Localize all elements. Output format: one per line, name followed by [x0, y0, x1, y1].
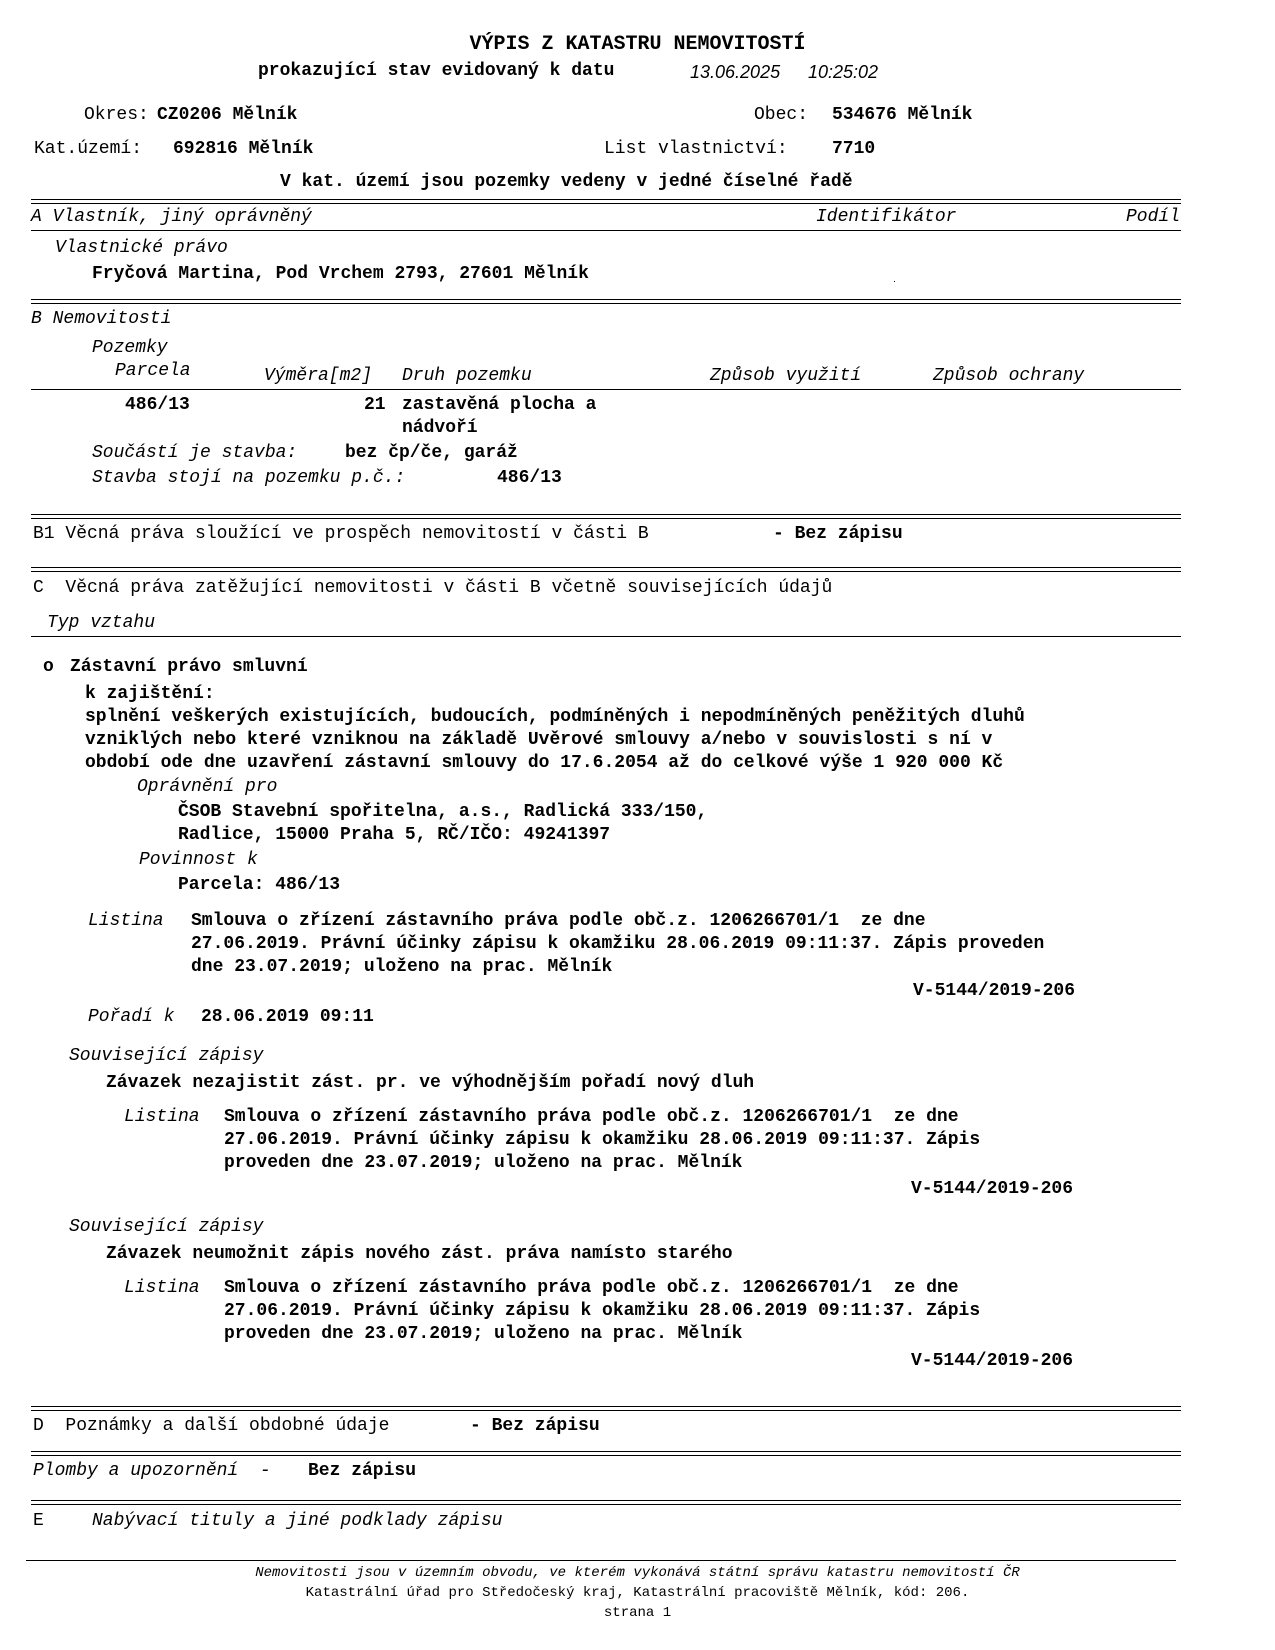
section-b1-value: - Bez zápisu	[773, 524, 903, 544]
col-land-type: Druh pozemku	[402, 366, 532, 386]
related-text: Závazek neumožnit zápis nového zást. práva namísto starého	[106, 1244, 733, 1264]
parcel-type-line1: zastavěná plocha a	[402, 395, 597, 415]
section-e-heading: Nabývací tituly a jiné podklady zápisu	[92, 1511, 503, 1531]
parcel-number: 486/13	[125, 395, 190, 415]
divider	[31, 1451, 1181, 1456]
secure-line1: splnění veškerých existujících, budoucích, podmíněných i nepodmíněných peněžitých dluhů	[85, 707, 1025, 727]
deed-label: Listina	[88, 911, 164, 931]
footer-line2: Katastrální úřad pro Středočeský kraj, Katastrální pracoviště Mělník, kód: 206.	[305, 1585, 970, 1601]
section-b-heading: B Nemovitosti	[31, 309, 172, 329]
secure-line2: vzniklých nebo které vzniknou na základě Uvěrové smlouvy a/nebo v souvislosti s ní v	[85, 730, 993, 750]
divider	[31, 299, 1181, 304]
divider	[31, 636, 1181, 637]
divider	[31, 230, 1181, 231]
related-text: Závazek nezajistit zást. pr. ve výhodnějším pořadí nový dluh	[106, 1073, 755, 1093]
order-value: 28.06.2019 09:11	[201, 1007, 374, 1027]
col-relation-type: Typ vztahu	[47, 613, 156, 633]
deed-ref: V-5144/2019-206	[913, 981, 1076, 1001]
related-deed-line2: 27.06.2019. Právní účinky zápisu k okamžiku 28.06.2019 09:11:37. Zápis	[224, 1130, 981, 1150]
katuzemi-value: 692816 Mělník	[173, 139, 314, 159]
related-deed-line1: Smlouva o zřízení zástavního práva podle obč.z. 1206266701/1 ze dne	[224, 1278, 959, 1298]
related-deed-line1: Smlouva o zřízení zástavního práva podle obč.z. 1206266701/1 ze dne	[224, 1107, 959, 1127]
building-value: bez čp/če, garáž	[345, 443, 518, 463]
col-identifier: Identifikátor	[816, 207, 957, 227]
secure-label: k zajištění:	[85, 684, 215, 704]
col-use: Způsob využití	[710, 366, 862, 386]
section-d-value: - Bez zápisu	[470, 1416, 600, 1436]
related-deed-ref: V-5144/2019-206	[911, 1351, 1074, 1371]
extract-time: 10:25:02	[808, 62, 879, 82]
lv-value: 7710	[832, 139, 876, 159]
katuzemi-label: Kat.území:	[34, 139, 143, 159]
stands-on-label: Stavba stojí na pozemku p.č.:	[92, 468, 406, 488]
divider	[31, 514, 1181, 519]
obec-label: Obec:	[754, 105, 809, 125]
footer-divider	[26, 1560, 1176, 1561]
col-parcel: Parcela	[115, 361, 191, 381]
section-e-letter: E	[33, 1511, 44, 1531]
col-area: Výměra[m2]	[264, 366, 373, 386]
related-deed-line3: proveden dne 23.07.2019; uloženo na prac. Mělník	[224, 1324, 743, 1344]
extract-date: 13.06.2025	[690, 62, 781, 82]
lv-label: List vlastnictví:	[604, 139, 788, 159]
parcel-area: 21	[364, 395, 386, 415]
divider	[31, 389, 1181, 390]
document-subtitle: prokazující stav evidovaný k datu	[258, 61, 615, 81]
related-deed-label: Listina	[124, 1107, 200, 1127]
numbering-note: V kat. území jsou pozemky vedeny v jedné číselné řadě	[280, 172, 853, 192]
entitled-label: Oprávnění pro	[137, 777, 278, 797]
col-protection: Způsob ochrany	[933, 366, 1085, 386]
related-label: Související zápisy	[69, 1217, 264, 1237]
divider	[31, 1406, 1181, 1411]
obec-value: 534676 Mělník	[832, 105, 973, 125]
building-label: Součástí je stavba:	[92, 443, 298, 463]
section-a-heading: A Vlastník, jiný oprávněný	[31, 207, 312, 227]
divider	[31, 199, 1181, 204]
duty-value: Parcela: 486/13	[178, 875, 341, 895]
stands-on-value: 486/13	[497, 468, 562, 488]
entitled-line1: ČSOB Stavební spořitelna, a.s., Radlická 333/150,	[178, 802, 708, 822]
related-deed-ref: V-5144/2019-206	[911, 1179, 1074, 1199]
bullet-icon: o	[43, 657, 54, 677]
duty-label: Povinnost k	[139, 850, 258, 870]
document-title: VÝPIS Z KATASTRU NEMOVITOSTÍ	[469, 33, 806, 56]
section-c-heading: C Věcná práva zatěžující nemovitosti v části B včetně souvisejících údajů	[33, 578, 833, 598]
section-d-heading: D Poznámky a další obdobné údaje	[33, 1416, 390, 1436]
deed-line1: Smlouva o zřízení zástavního práva podle obč.z. 1206266701/1 ze dne	[191, 911, 926, 931]
scan-dot	[894, 281, 895, 282]
related-label: Související zápisy	[69, 1046, 264, 1066]
right-type: Vlastnické právo	[55, 238, 228, 258]
parcel-type-line2: nádvoří	[402, 418, 478, 438]
owner-name: Fryčová Martina, Pod Vrchem 2793, 27601 Mělník	[92, 264, 589, 284]
deed-line3: dne 23.07.2019; uloženo na prac. Mělník	[191, 957, 613, 977]
related-deed-line3: proveden dne 23.07.2019; uloženo na prac. Mělník	[224, 1153, 743, 1173]
entitled-line2: Radlice, 15000 Praha 5, RČ/IČO: 49241397	[178, 825, 611, 845]
seals-value: Bez zápisu	[308, 1461, 417, 1481]
seals-label: Plomby a upozornění -	[33, 1461, 271, 1481]
footer-line1: Nemovitosti jsou v územním obvodu, ve kterém vykonává státní správu katastru nemovitostí ČR	[255, 1565, 1020, 1581]
okres-value: CZ0206 Mělník	[157, 105, 298, 125]
lands-subheading: Pozemky	[92, 338, 168, 358]
secure-line3: období ode dne uzavření zástavní smlouvy do 17.6.2054 až do celkové výše 1 920 000 Kč	[85, 753, 1004, 773]
lien-right: Zástavní právo smluvní	[70, 657, 308, 677]
related-deed-label: Listina	[124, 1278, 200, 1298]
related-deed-line2: 27.06.2019. Právní účinky zápisu k okamžiku 28.06.2019 09:11:37. Zápis	[224, 1301, 981, 1321]
order-label: Pořadí k	[88, 1007, 175, 1027]
section-b1-heading: B1 Věcná práva sloužící ve prospěch nemovitostí v části B	[33, 524, 649, 544]
okres-label: Okres:	[84, 105, 149, 125]
divider	[31, 1500, 1181, 1505]
page-number: strana 1	[603, 1605, 672, 1621]
deed-line2: 27.06.2019. Právní účinky zápisu k okamžiku 28.06.2019 09:11:37. Zápis proveden	[191, 934, 1045, 954]
col-share: Podíl	[1126, 207, 1181, 227]
divider	[31, 567, 1181, 572]
